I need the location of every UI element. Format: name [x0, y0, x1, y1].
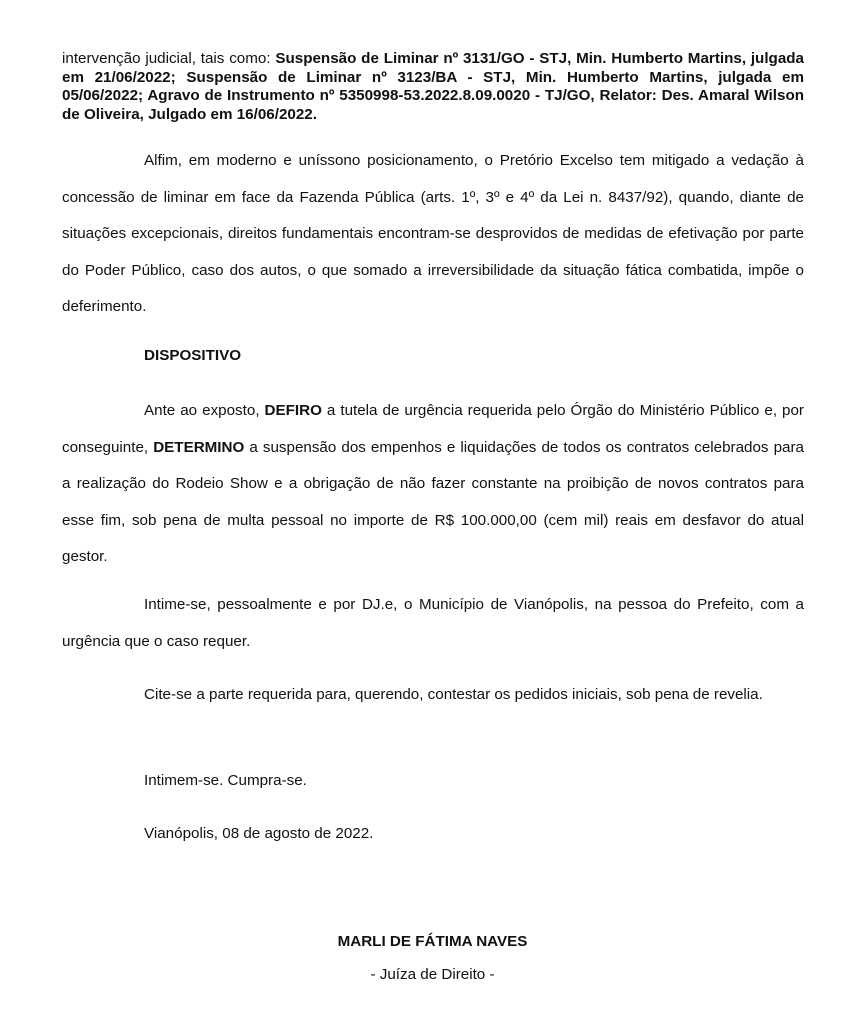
- dispositivo-text-2: a tutela de urgência requerida pelo Órgão do Ministério Público e, por conseguinte,: [62, 402, 804, 456]
- dispositivo-text-1: Ante ao exposto,: [144, 402, 265, 419]
- paragraph-cite: Cite-se a parte requerida para, querendo, contestar os pedidos iniciais, sob pena de revelia.: [144, 686, 763, 703]
- determino-bold: DETERMINO: [153, 438, 245, 456]
- citations-bold-text: Suspensão de Liminar nº 3131/GO - STJ, Min. Humberto Martins, julgada em 21/06/2022; Suspensão de Liminar nº 3123/BA - STJ, Min. Humberto Martins, julgada em 05/06/2022; Agravo de Instrumento nº 5350998-53.2022.8.09.0020 - TJ/GO, Relator: Des. Amaral Wilson de Oliveira, Julgado em 16/06/2022.: [62, 50, 804, 123]
- citations-lead-text: intervenção judicial, tais como:: [62, 50, 276, 67]
- section-heading-dispositivo: DISPOSITIVO: [144, 347, 242, 364]
- paragraph-dispositivo: [62, 393, 804, 576]
- paragraph-intime: Intime-se, pessoalmente e por DJ.e, o Município de Vianópolis, na pessoa do Prefeito, com a urgência que o caso requer.: [62, 596, 804, 650]
- closing-line: Intimem-se. Cumpra-se.: [144, 772, 307, 789]
- paragraph-citations: [62, 50, 804, 124]
- defiro-bold: DEFIRO: [264, 402, 322, 419]
- place-date-line: Vianópolis, 08 de agosto de 2022.: [144, 825, 374, 842]
- signatory-name: MARLI DE FÁTIMA NAVES: [337, 933, 528, 950]
- paragraph-alfim: Alfim, em moderno e uníssono posicionamento, o Pretório Excelso tem mitigado a vedação à concessão de liminar em face da Fazenda Pública (arts. 1º, 3º e 4º da Lei n. 8437/92), quando, diante de situações excepcionais, direitos fundamentais encontram-se desprovidos de medidas de efetivação por parte do Poder Público, caso dos autos, o que somado a irreversibilidade da situação fática combatida, impõe o deferimento.: [62, 152, 804, 315]
- signatory-role: - Juíza de Direito -: [370, 966, 495, 983]
- dispositivo-text-3: a suspensão dos empenhos e liquidações de todos os contratos celebrados para a realização do Rodeio Show e a obrigação de não fazer constante na proibição de novos contratos para esse fim, sob pena de multa pessoal no importe de R$ 100.000,00 (cem mil) reais em desfavor do atual gestor.: [62, 438, 804, 565]
